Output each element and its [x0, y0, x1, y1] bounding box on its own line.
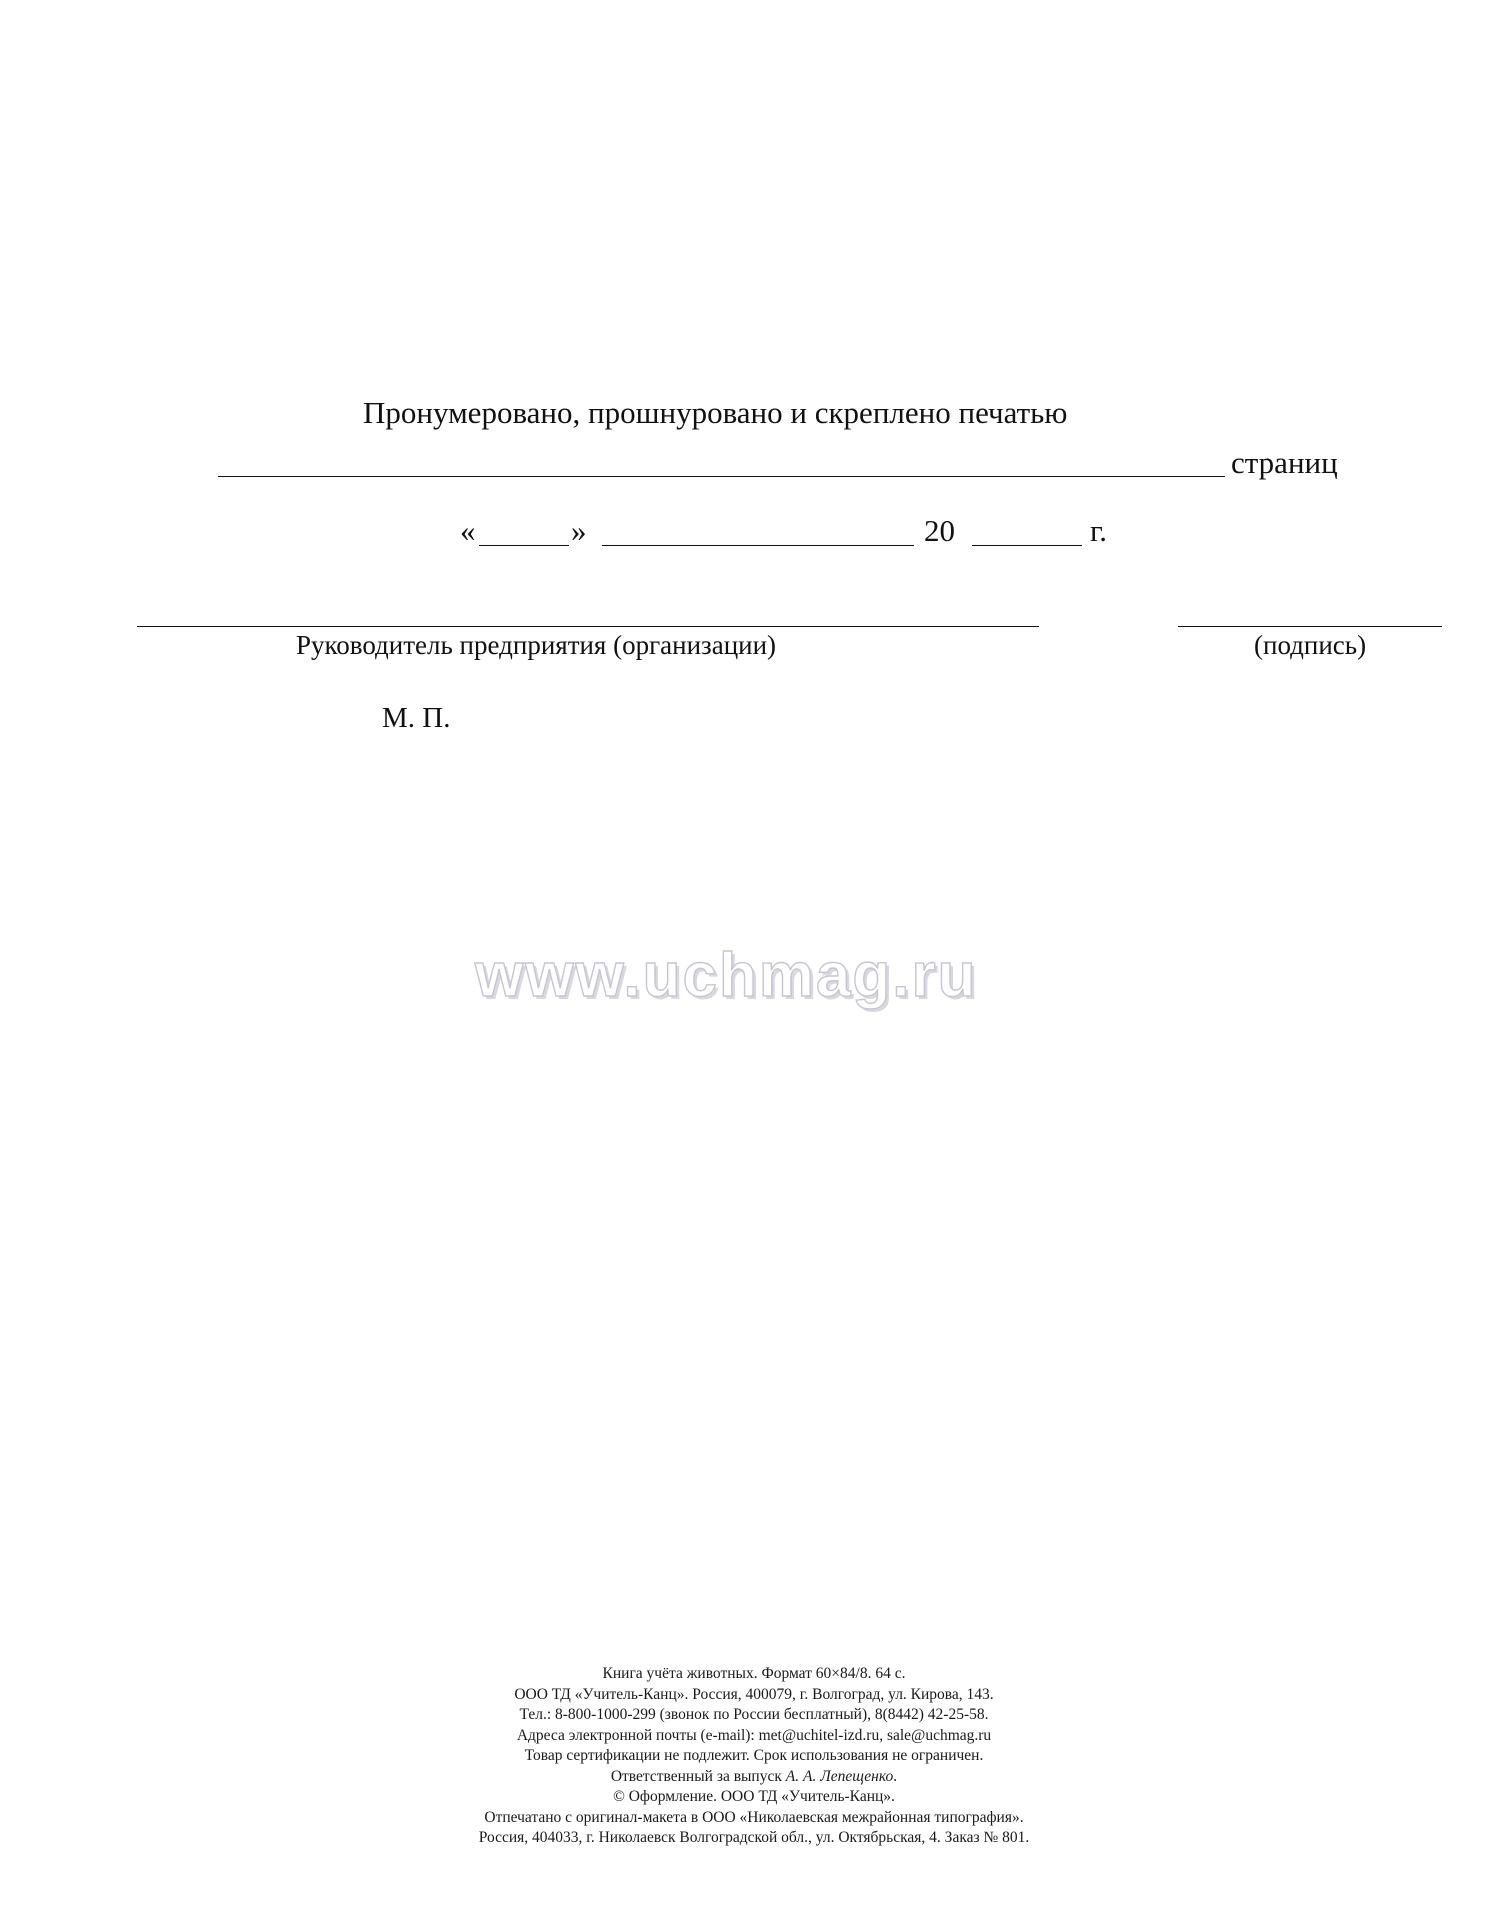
imprint-line: Тел.: 8-800-1000-299 (звонок по России бесплатный), 8(8442) 42-25-58.	[519, 1706, 989, 1723]
imprint-line: Адреса электронной почты (e-mail): met@uchitel-izd.ru, sale@uchmag.ru	[516, 1726, 992, 1744]
imprint-line: Россия, 404033, г. Николаевск Волгоградской обл., ул. Октябрьская, 4. Заказ № 801.	[478, 1829, 1030, 1846]
imprint-line: © Оформление. ООО ТД «Учитель-Канц».	[613, 1788, 895, 1805]
imprint-line: Книга учёта животных. Формат 60×84/8. 64 с.	[602, 1665, 906, 1682]
pages-label: страниц	[1231, 445, 1338, 480]
imprint-line: Отпечатано с оригинал-макета в ООО «Николаевская межрайонная типография».	[484, 1808, 1024, 1826]
year-suffix: г.	[1090, 513, 1107, 548]
certification-heading: Пронумеровано, прошнуровано и скреплено печатью	[363, 395, 1068, 430]
date-close-quote: »	[571, 513, 587, 548]
imprint-line-responsible	[354, 1767, 1154, 1788]
page-count-line	[218, 476, 1225, 477]
imprint-line: Товар сертификации не подлежит. Срок использования не ограничен.	[524, 1747, 984, 1764]
head-signature-line	[137, 626, 1039, 627]
year-prefix: 20	[924, 513, 955, 548]
day-line	[479, 545, 569, 546]
watermark: www.uchmag.ru	[475, 941, 978, 1010]
signature-label: (подпись)	[1254, 630, 1367, 660]
head-label: Руководитель предприятия (организации)	[296, 630, 777, 660]
responsible-end: .	[893, 1767, 898, 1785]
signature-line	[1178, 626, 1442, 627]
responsible-prefix: Ответственный за выпуск	[610, 1767, 782, 1785]
year-line	[972, 545, 1082, 546]
imprint	[354, 1664, 1154, 1849]
imprint-line: ООО ТД «Учитель-Канц». Россия, 400079, г. Волгоград, ул. Кирова, 143.	[514, 1685, 994, 1703]
stamp-place-label: М. П.	[382, 702, 451, 734]
month-line	[602, 545, 914, 546]
responsible-name: А. А. Лепещенко	[785, 1767, 894, 1785]
date-open-quote: «	[460, 513, 476, 548]
